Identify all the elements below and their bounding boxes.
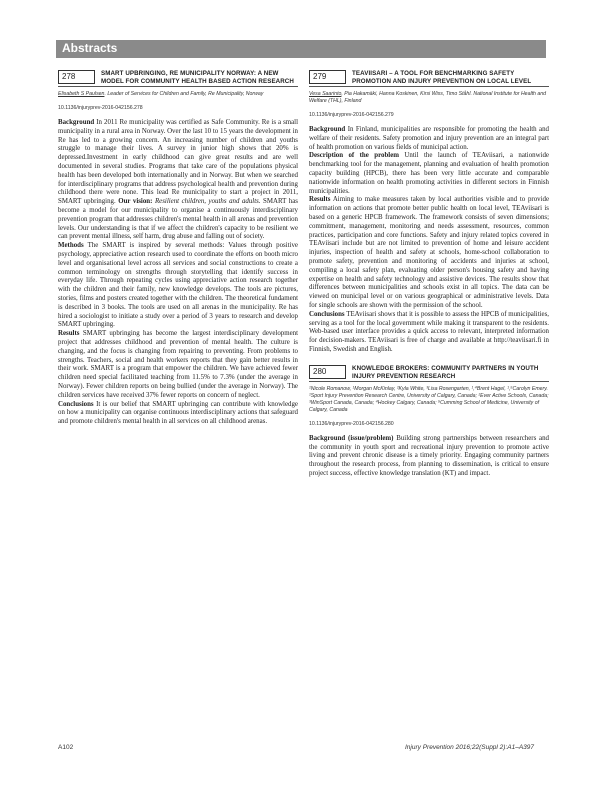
abstract-authors: ¹Nicole Romanow, ¹Morgan McKinlay, ²Kyla White, ³Lisa Rosengarten, ¹,⁴Brent Hagel, ¹,⁵Carolyn Emery. ¹Sport Injury Prevention Research Centre, University of Calgary, Canada; ²Ever Active Schools, Canada; ³WinSport Canada, Canada; ⁴Hockey Calgary, Canada; ⁵Cumming School of Medicine, University of Calgary, Canada [309, 385, 549, 413]
author-affiliation: . Leader of Services for Children and Family, Re Municipality, Norway [104, 91, 264, 97]
description-label: Description of the problem [309, 152, 399, 160]
section-banner [56, 40, 546, 58]
abstract-title: KNOWLEDGE BROKERS: COMMUNITY PARTNERS IN YOUTH INJURY PREVENTION RESEARCH [352, 364, 539, 380]
section-title: Abstracts [62, 41, 118, 55]
background-text: In 2011 Re municipality was certified as Safe Community. Re is a small municipality in a rural area in Norway. Over the last 10 to 15 years the development in Re has led to a growing concern. An increasing number of children and youths struggle to manage their lives. A survey in junior high shows that 20% is depressed.Investment in early childhood can give great results and are well documented in several studies. Programs that take care of the populations physical health has been developed both internationally and in Norway. But when we searched for interdisciplinary programs that address psychological health and prevention during childhood there were none. This lead Re municipality to start a project in 2011, SMART upbringing. [58, 119, 298, 206]
background-text: Building strong partnerships between researchers and the community in youth sport and recreational injury prevention to promote active living and prevent chronic disease is a timely priority. Engaging community partners throughout the research process, from planning to dissemination, is critical to ensure project success, effective knowledge translation (KT) and impact. [309, 434, 549, 477]
abstract-number: 280 [309, 365, 346, 379]
abstract-number: 278 [58, 70, 95, 84]
abstract-authors [58, 91, 298, 98]
author-name[interactable]: Elisabeth S Paulsen [58, 91, 105, 97]
results-text: Aiming to make measures taken by local authorities visible and to provide information on actions that promote better public health on local level, TEAviisari is based on a generic HPCB framework. The framework consists of seven dimensions; commitment, management, monitoring and needs assessment, resources, common practices, participation and core functions. Safety and injury related topics covered in TEAviisari include but are not limited to prevention of home and leisure accident injuries, inspection of health and safety at schools, home-school collaboration to promote safety, prevention and monitoring of accidents and injuries at school, compiling a local safety plan, evaluating older person's housing safety and having expertise on health and safety technology and assistive devices. The results show that differences between municipalities and schools exist in all topics. The data can be viewed on municipal level or on various geographical or administrative levels. Data for single schools are shown with the permission of the school. [309, 196, 550, 309]
conclusions-paragraph [309, 311, 549, 355]
methods-text: The SMART is inspired by several methods: Values through positive psychology, appreciative action research used to coordinate the efforts on booth micro level and organisational level across all services and social constructions to create a common terminology on strengths through storytelling that identify success in everyday life. Through repeating cycles using appreciative action research together with the children and their family, new knowledge develops. The tools are pictures, stories, films and posters created together with the children. The theoretical fundament is described in 3 books. The tools are used on all arenas in the municipality. Re has hired a sociologist to initiate a study over a period of 3 years to research and develop SMART upbringing. [58, 242, 298, 329]
vision-label: Our vision: [118, 198, 153, 206]
right-column [309, 70, 549, 479]
methods-paragraph [58, 242, 298, 330]
background-paragraph [309, 435, 549, 479]
doi[interactable]: 10.1136/injuryprev-2016-042156.280 [309, 420, 394, 427]
background-text: In Finland, municipalities are responsible for promoting the health and welfare of their residents. Safety promotion and injury prevention are an integral part of health promotion on various fields of municipal action. [309, 126, 549, 151]
results-paragraph [309, 196, 549, 310]
background-paragraph [309, 126, 549, 152]
results-label: Results [58, 330, 80, 338]
page-number: A102 [58, 744, 74, 751]
abstract-authors [309, 91, 549, 105]
abstract-number: 279 [309, 70, 346, 84]
abstract-279-header [309, 70, 549, 87]
conclusions-label: Conclusions [58, 400, 94, 408]
vision-rest: . SMART has become a model for our municipality to organise a continuously interdisciplinary prevention program that addresses children's mental health in all arenas and prevention levels. Our understanding is that if we affect the children's capacity to be resilient we can prevent mental illness, self harm, drug abuse and falling out of society. [58, 198, 298, 241]
conclusions-paragraph [58, 401, 298, 427]
background-paragraph [58, 119, 298, 242]
journal-citation: Injury Prevention 2016;22(Suppl 2):A1–A397 [405, 744, 535, 751]
abstract-title: TEAVIISARI – A TOOL FOR BENCHMARKING SAFETY PROMOTION AND INJURY PREVENTION ON LOCAL LEVEL [352, 70, 532, 85]
background-label: Background [309, 126, 346, 133]
left-column [58, 70, 298, 427]
background-label: Background (issue/problem) [309, 434, 394, 442]
conclusions-text: TEAviisari shows that it is possible to assess the HPCB of municipalities, serving as a tool for the local government while making it transparent to the residents. Web-based user interface provides a quick access to relevant, interpreted information for decision-makers. TEAviisari is free of charge and available at http://teaviisari.fi in Finnish, Swedish and English. [309, 310, 549, 353]
background-label: Background [58, 119, 95, 126]
abstract-title: SMART UPBRINGING, RE MUNICIPALITY NORWAY: A NEW MODEL FOR COMMUNITY HEALTH BASED ACTION RESEARCH [101, 70, 294, 85]
doi[interactable]: 10.1136/injuryprev-2016-042156.279 [309, 112, 394, 118]
description-text: Until the launch of TEAviisari, a nationwide benchmarking tool for the management, planning and evaluation of health promotion capacity building (HPCB), there has been very little accurate and comparable nationwide information on health promoting activities in different sectors in Finnish municipalities. [309, 152, 549, 195]
author-affiliation: National Institute for Health and Welfare (THL), Finland [309, 91, 547, 104]
results-paragraph [58, 330, 298, 400]
conclusions-label: Conclusions [309, 310, 345, 318]
description-paragraph [309, 152, 549, 196]
author-list: , Pia Hakamäki, Hanna Koskinen, Kirsi Wiss, Timo Ståhl. [341, 91, 472, 97]
methods-label: Methods [58, 242, 84, 250]
results-label: Results [309, 196, 331, 204]
abstract-278-header [58, 70, 298, 87]
conclusions-text: It is our belief that SMART upbringing can contribute with knowledge on how a municipality can organise continuous interdisciplinary actions that safeguard and promote children's mental health in all services on all childhood arenas. [58, 400, 298, 426]
doi[interactable]: 10.1136/injuryprev-2016-042156.278 [58, 105, 143, 111]
vision-text: Resilient children, youths and adults [154, 198, 259, 206]
author-name[interactable]: Vesa Saarinto [309, 91, 342, 97]
abstract-280-header [309, 365, 549, 382]
results-text: SMART upbringing has become the largest interdisciplinary development project that addresses childhood and prevention of mental health. The culture is changing, and the focus is changing from repairing to preventing. From problems to strengths. Teachers, social and health workers reports that they gain better results in their work. SMART is a program that empower the children. We have achieved fewer children need special facilitated teaching from 11.5% to 7.3% (under the average in Norway). Fewer children reports on being bullied (under the average in Norway). The children services have received 37% fewer reports on concern of neglect. [58, 330, 298, 399]
